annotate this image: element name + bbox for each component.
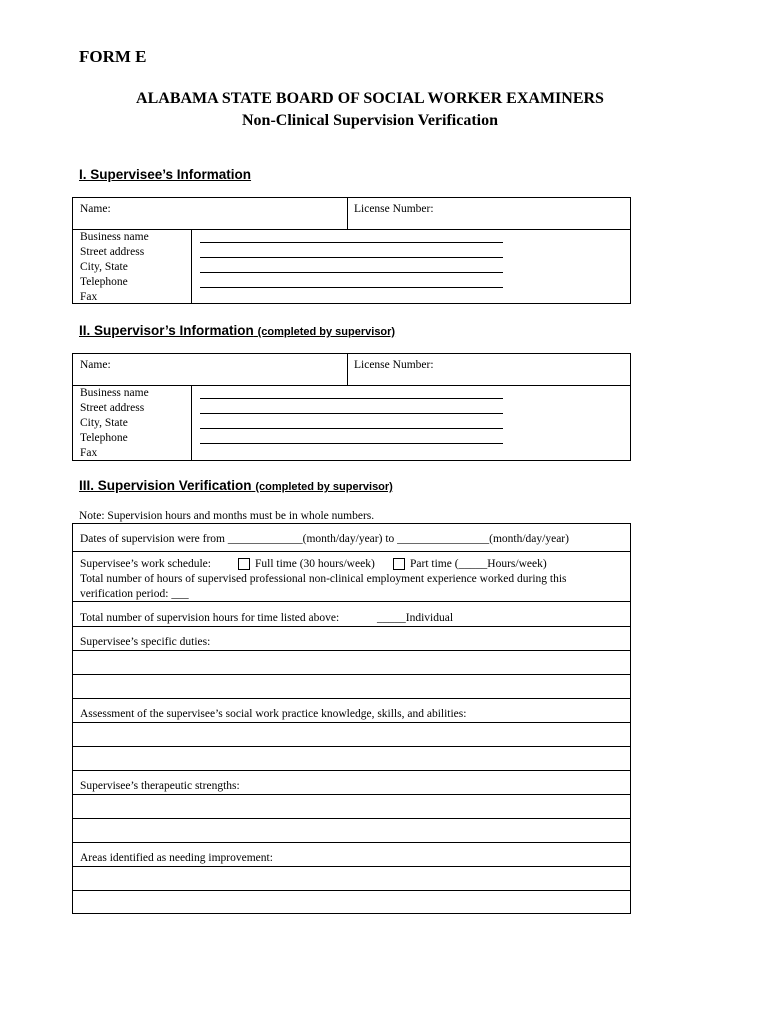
individual-hours-label: _____Individual [377,612,454,624]
supervisee-license-label: License Number: [354,203,434,215]
supervisor-city-label: City, State [80,417,128,429]
supervisor-section-heading [79,323,395,338]
supervisor-city-line[interactable] [200,428,503,429]
supervisor-license-label: License Number: [354,359,434,371]
full-time-label: Full time (30 hours/week) [255,558,375,570]
supervisor-telephone-label: Telephone [80,432,128,444]
specific-duties-label: Supervisee’s specific duties: [80,636,211,648]
therapeutic-strengths-label: Supervisee’s therapeutic strengths: [80,780,240,792]
supervisee-street-label: Street address [80,246,145,258]
supervisee-heading-text: I. Supervisee’s Information [79,167,252,182]
assessment-label: Assessment of the supervisee’s social work practice knowledge, skills, and abilities: [80,708,467,720]
supervisee-city-label: City, State [80,261,128,273]
supervisor-telephone-line[interactable] [200,443,503,444]
supervisor-street-line[interactable] [200,413,503,414]
verification-table [72,523,631,914]
supervisee-business-line[interactable] [200,242,503,243]
verification-heading-text: III. Supervision Verification [79,478,252,493]
part-time-label: Part time (_____Hours/week) [410,558,547,570]
page-subtitle: Non-Clinical Supervision Verification [241,112,499,129]
supervisor-name-label: Name: [80,359,111,371]
supervisee-telephone-label: Telephone [80,276,128,288]
supervisor-fax-label: Fax [80,447,98,459]
verification-note: Note: Supervision hours and months must be in whole numbers. [79,510,375,522]
total-hours-line2: verification period: ___ [80,588,189,600]
verification-section-heading [79,478,393,493]
supervisee-telephone-line[interactable] [200,287,503,288]
supervisee-section-heading [79,167,251,182]
total-hours-line1: Total number of hours of supervised professional non-clinical employment experience worked during this [80,573,567,585]
full-time-checkbox[interactable] [238,558,250,570]
improvement-areas-label: Areas identified as needing improvement: [80,852,273,864]
verification-heading-note: (completed by supervisor) [255,481,393,493]
supervisor-street-label: Street address [80,402,145,414]
supervisee-street-line[interactable] [200,257,503,258]
part-time-checkbox[interactable] [393,558,405,570]
supervisor-business-line[interactable] [200,398,503,399]
supervisee-name-label: Name: [80,203,111,215]
supervisee-info-table [72,197,631,304]
supervision-hours-label: Total number of supervision hours for time listed above: [80,612,340,624]
form-label: FORM E [79,47,147,66]
supervision-dates-text: Dates of supervision were from _____________(month/day/year) to ________________(month/day/year) [80,533,569,545]
supervisee-city-line[interactable] [200,272,503,273]
supervisee-business-label: Business name [80,231,149,243]
supervisor-info-table [72,353,631,461]
page-title: ALABAMA STATE BOARD OF SOCIAL WORKER EXAMINERS [136,90,604,107]
supervisor-heading-note: (completed by supervisor) [257,326,396,338]
supervisor-business-label: Business name [80,387,149,399]
supervisor-heading-text: II. Supervisor’s Information [79,323,254,338]
supervisee-fax-label: Fax [80,291,98,303]
work-schedule-label: Supervisee’s work schedule: [80,558,211,570]
